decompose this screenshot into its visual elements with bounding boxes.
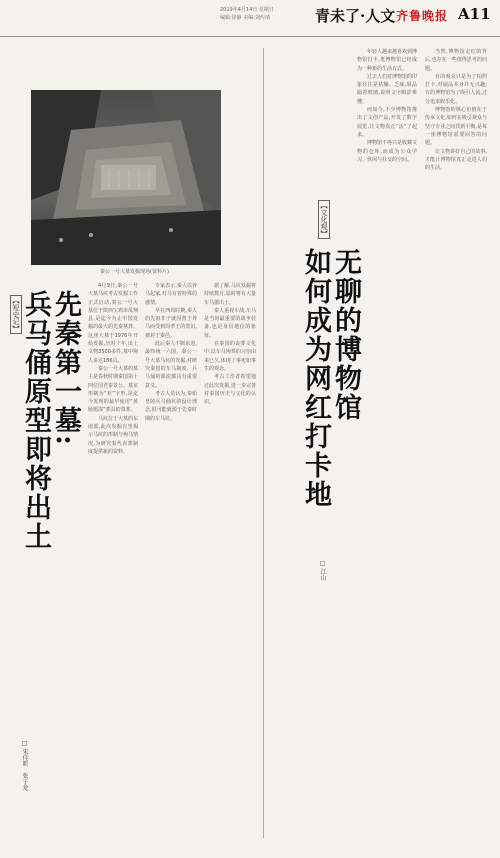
- paragraph: 据了解,马坑发掘将持续数月,届时将有大量车马器出土。: [204, 283, 256, 306]
- paragraph: 当然,博物馆走红的背后,也存在一些值得思考的问题。: [425, 49, 487, 72]
- paragraph: 考古人员认为,秦始皇陵兵马俑坑的设计理念,很可能就源于先秦时期的车马坑。: [145, 390, 197, 422]
- excavation-photo-image: [31, 90, 221, 265]
- left-headline-line2: 兵马俑原型即将出土: [20, 290, 51, 551]
- newspaper-logo: 齐鲁晚报: [396, 9, 449, 23]
- paragraph: 博物馆不再只是收藏文物的仓库,而成为公众学习、休闲与社交的空间。: [357, 140, 417, 163]
- right-article-column-1: [357, 48, 417, 838]
- right-article-headline: [300, 248, 360, 548]
- left-article-column-1: [88, 282, 138, 842]
- paragraph: 在秦国的丧葬文化中,以车马殉葬的习俗由来已久,体现了事死如事生的观念。: [204, 341, 256, 372]
- right-headline-line1: 无聊的博物馆: [330, 248, 361, 422]
- paragraph: 过去人们对博物馆的印象往往是枯燥、乏味,展品隔着玻璃,说明文字晦涩难懂。: [357, 73, 417, 105]
- paragraph: 秦公一号大墓的墓主是春秋时期秦国第十四位国君秦景公。墓室形制为“亚”字形,是迄今发现的最早使用“黄肠题凑”葬具的墓葬。: [88, 365, 138, 414]
- left-byline-reporter: 张子龙: [21, 772, 28, 791]
- column-divider: [263, 48, 264, 838]
- right-headline-line2: 如何成为网红打卡地: [300, 248, 331, 509]
- left-article-headline: [20, 290, 80, 615]
- date-line: 2019年4月14日 星期日: [220, 7, 274, 13]
- paragraph: 考古工作者希望通过此次发掘,进一步完善对秦国历史与文化的认识。: [204, 374, 256, 406]
- left-article-column-2: [145, 282, 197, 842]
- masthead-meta: [220, 6, 274, 22]
- paragraph: 秦人重视车战,车马是当时最重要的战争装备,也是身份地位的象征。: [204, 307, 256, 339]
- paragraph: 年轻人越来越喜欢到博物馆打卡,逛博物馆已经成为一种新的生活方式。: [357, 49, 417, 72]
- masthead: [0, 0, 500, 37]
- paragraph: 博物馆的核心价值在于传承文化,如何在吸引观众与坚守专业之间找到平衡,是每一座博物馆需要回答的问题。: [425, 107, 487, 147]
- left-byline-author: □ 宋佳昕: [21, 740, 28, 767]
- paragraph: 4月9日,秦公一号大墓马坑考古发掘工作正式启动,秦公一号大墓位于陕西宝鸡市凤翔县,是迄今为止中国发掘的最大的先秦墓葬。这座大墓于1976年开始发掘,历时十年,出土文物3500多件,墓中殉人多达186具。: [88, 283, 138, 364]
- paragraph: 让文物讲好自己的故事,才能让博物馆真正走进人们的生活。: [425, 148, 487, 172]
- left-article-byline: [20, 740, 29, 791]
- left-headline-line1: 先秦第一墓:: [50, 290, 81, 447]
- column-name: 青未了·人文: [315, 7, 396, 25]
- paragraph: 此后秦人不断东进,最终统一六国。秦公一号大墓马坑的发掘,对研究秦国的车马制度、兵马俑的源流都具有重要意义。: [145, 341, 197, 389]
- paragraph: 马坑位于大墓的东南部,此次发掘有望揭示马坑的形制与殉马情况,为研究秦代丧葬制度提供新的资料。: [88, 415, 138, 455]
- left-article-tag: 【短史记】: [12, 297, 20, 332]
- paragraph: 早在西周时期,秦人的先祖非子就因善于养马而受到周孝王的赏识,被封于秦邑。: [145, 307, 197, 339]
- photo-caption: 秦公一号大墓发掘现场(资料片): [100, 269, 169, 275]
- excavation-photo: [31, 90, 221, 265]
- left-article-column-3: [204, 282, 256, 842]
- paragraph: 而如今,不少博物馆推出了文创产品,开发了数字展览,让文物真正“活”了起来。: [357, 107, 417, 138]
- paragraph: 专家表示,秦人以养马起家,对马有着特殊的感情。: [145, 283, 197, 306]
- right-article-column-2: [425, 48, 487, 838]
- paragraph: 有的观众只是为了拍照打卡,对展品本身并无兴趣;有的博物馆为了吸引人流,过分追求娱乐化。: [425, 73, 487, 105]
- editor-line: 编辑:徐静 美编:刘传靖: [220, 15, 270, 21]
- page-number: A11: [458, 5, 491, 23]
- right-article-tag: 【文化观】: [320, 202, 328, 237]
- right-article-byline: □ 江山: [319, 560, 326, 581]
